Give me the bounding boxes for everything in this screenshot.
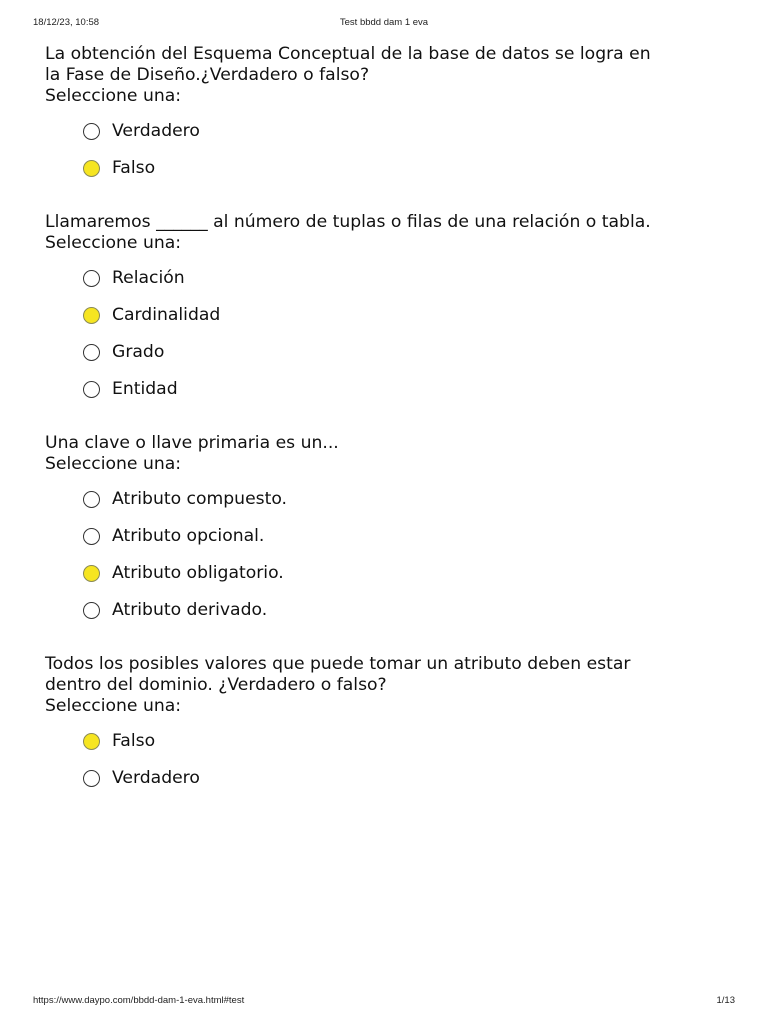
- answer-options: [83, 268, 735, 416]
- question-1: [45, 44, 735, 195]
- answer-label: Relación: [112, 268, 185, 288]
- question-prompt: Seleccione una:: [45, 233, 182, 253]
- print-datetime: 18/12/23, 10:58: [33, 17, 100, 28]
- radio-button[interactable]: [83, 565, 100, 582]
- answer-option[interactable]: [83, 305, 735, 342]
- answer-option[interactable]: [83, 121, 735, 158]
- radio-button[interactable]: [83, 602, 100, 619]
- print-title: Test bbdd dam 1 eva: [339, 17, 429, 28]
- radio-button[interactable]: [83, 270, 100, 287]
- question-3: [45, 433, 735, 637]
- answer-option[interactable]: [83, 731, 735, 768]
- question-text: Llamaremos ______ al número de tuplas o filas de una relación o tabla.: [45, 212, 651, 232]
- radio-button[interactable]: [83, 160, 100, 177]
- answer-option[interactable]: [83, 563, 735, 600]
- answer-label: Atributo compuesto.: [112, 489, 288, 509]
- answer-option[interactable]: [83, 489, 735, 526]
- answer-option[interactable]: [83, 526, 735, 563]
- answer-options: [83, 121, 735, 195]
- answer-label: Falso: [112, 158, 156, 178]
- radio-button[interactable]: [83, 344, 100, 361]
- answer-options: [83, 489, 735, 637]
- answer-option[interactable]: [83, 600, 735, 637]
- answer-label: Atributo opcional.: [112, 526, 265, 546]
- question-prompt: Seleccione una:: [45, 454, 182, 474]
- radio-button[interactable]: [83, 123, 100, 140]
- answer-label: Atributo obligatorio.: [112, 563, 284, 583]
- answer-label: Falso: [112, 731, 156, 751]
- answer-label: Atributo derivado.: [112, 600, 268, 620]
- answer-option[interactable]: [83, 379, 735, 416]
- answer-option[interactable]: [83, 342, 735, 379]
- print-header: [0, 17, 768, 29]
- question-text: La obtención del Esquema Conceptual de la base de datos se logra en la Fase de Diseño.¿Verdadero o falso?: [45, 44, 651, 85]
- question-text: Todos los posibles valores que puede tomar un atributo deben estar dentro del dominio. ¿Verdadero o falso?: [45, 654, 631, 695]
- radio-button[interactable]: [83, 307, 100, 324]
- question-2: [45, 212, 735, 416]
- radio-button[interactable]: [83, 528, 100, 545]
- question-text: Una clave o llave primaria es un...: [45, 433, 339, 453]
- answer-options: [83, 731, 735, 805]
- answer-option[interactable]: [83, 158, 735, 195]
- print-footer: [0, 995, 768, 1007]
- question-prompt: Seleccione una:: [45, 86, 182, 106]
- radio-button[interactable]: [83, 770, 100, 787]
- radio-button[interactable]: [83, 381, 100, 398]
- question-prompt: Seleccione una:: [45, 696, 182, 716]
- radio-button[interactable]: [83, 733, 100, 750]
- answer-option[interactable]: [83, 268, 735, 305]
- answer-label: Entidad: [112, 379, 178, 399]
- answer-label: Verdadero: [112, 768, 200, 788]
- print-url[interactable]: https://www.daypo.com/bbdd-dam-1-eva.html#test: [33, 995, 245, 1006]
- answer-label: Cardinalidad: [112, 305, 221, 325]
- answer-label: Verdadero: [112, 121, 200, 141]
- answer-option[interactable]: [83, 768, 735, 805]
- print-page-number: 1/13: [716, 995, 735, 1006]
- radio-button[interactable]: [83, 491, 100, 508]
- question-4: [45, 654, 735, 805]
- answer-label: Grado: [112, 342, 165, 362]
